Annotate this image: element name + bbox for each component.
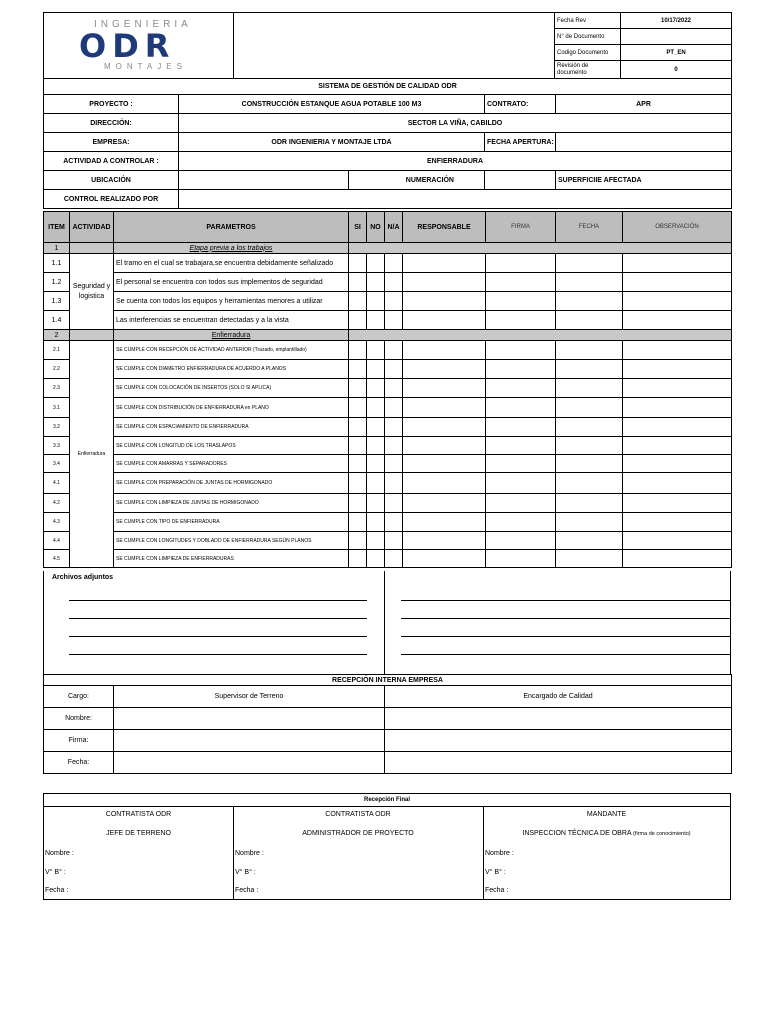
na-cell[interactable] — [385, 455, 403, 473]
no-cell[interactable] — [367, 360, 385, 379]
logo-top-text: INGENIERIA — [94, 18, 192, 30]
row-item: 2.1 — [44, 341, 70, 360]
meta-value — [621, 29, 732, 45]
recepcion-interna-title: RECEPCIÓN INTERNA EMPRESA — [44, 675, 732, 686]
row-item: 3.1 — [44, 398, 70, 418]
meta-value: PT_EN — [621, 45, 732, 61]
responsable-cell[interactable] — [403, 550, 486, 568]
attachment-line-left[interactable] — [69, 654, 367, 655]
fecha-cell[interactable] — [556, 273, 623, 292]
direccion-value: SECTOR LA VIÑA, CABILDO — [179, 114, 732, 133]
no-cell[interactable] — [367, 513, 385, 532]
row-item: 1.1 — [44, 254, 70, 273]
no-cell[interactable] — [367, 532, 385, 550]
fecha-label: Fecha: — [44, 752, 114, 774]
ubicacion-label: UBICACIÓN — [44, 171, 179, 190]
section-title: Enfierradura — [114, 330, 349, 341]
table-row — [44, 273, 732, 292]
table-row — [44, 532, 732, 550]
table-row — [44, 341, 732, 360]
table-row — [44, 455, 732, 473]
col3-sub: INSPECCION TÉCNICA DE OBRA — [522, 830, 632, 837]
responsable-cell[interactable] — [403, 513, 486, 532]
na-cell[interactable] — [385, 360, 403, 379]
row-param: SE CUMPLE CON LONGITUD DE LOS TRASLAPOS — [114, 437, 349, 455]
row-item: 1.3 — [44, 292, 70, 311]
row-item: 1.2 — [44, 273, 70, 292]
si-cell[interactable] — [349, 311, 367, 330]
firma-cell[interactable] — [486, 360, 556, 379]
firma-cell[interactable] — [486, 311, 556, 330]
fecha-cell[interactable] — [556, 455, 623, 473]
firma-cell[interactable] — [486, 398, 556, 418]
col1-vb[interactable]: V° B° : — [45, 869, 66, 876]
table-row — [44, 550, 732, 568]
recepcion-final-title: Recepción Final — [44, 794, 730, 807]
fecha-cell[interactable] — [556, 437, 623, 455]
final-divider — [483, 806, 484, 900]
recepcion-final — [43, 793, 731, 900]
header-blank — [234, 13, 555, 79]
numeracion-value — [485, 171, 556, 190]
section-row — [44, 330, 732, 341]
row-item: 2.3 — [44, 379, 70, 398]
encargado-label: Encargado de Calidad — [385, 686, 732, 708]
firma-cell[interactable] — [486, 418, 556, 437]
si-cell[interactable] — [349, 437, 367, 455]
col-actividad: ACTIVIDAD — [70, 212, 114, 243]
attachment-line-right[interactable] — [401, 600, 730, 601]
section-number: 1 — [44, 243, 70, 254]
na-cell[interactable] — [385, 473, 403, 494]
si-cell[interactable] — [349, 379, 367, 398]
attachment-line-left[interactable] — [69, 618, 367, 619]
firma-cell[interactable] — [486, 341, 556, 360]
na-cell[interactable] — [385, 273, 403, 292]
responsable-cell[interactable] — [403, 379, 486, 398]
observacion-cell[interactable] — [623, 398, 732, 418]
contrato-label: CONTRATO: — [485, 95, 556, 114]
na-cell[interactable] — [385, 398, 403, 418]
fecha-apertura-label: FECHA APERTURA: — [485, 133, 556, 152]
fecha-encargado-cell[interactable] — [385, 752, 732, 774]
section-title: Etapa previa a los trabajos — [114, 243, 349, 254]
firma-cell[interactable] — [486, 473, 556, 494]
row-param: El personal se encuentra con todos sus implementos de seguridad — [114, 273, 349, 292]
row-param: SE CUMPLE CON RECEPCIÓN DE ACTIVIDAD ANTERIOR (Trazado, emplantillado) — [114, 341, 349, 360]
na-cell[interactable] — [385, 494, 403, 513]
no-cell[interactable] — [367, 292, 385, 311]
direccion-label: DIRECCIÓN: — [44, 114, 179, 133]
meta-label: Codigo Documento — [555, 45, 621, 61]
attachments-section — [43, 571, 731, 675]
table-row — [44, 473, 732, 494]
table-row — [44, 398, 732, 418]
row-param: Se cuenta con todos los equipos y herramientas menores a utilizar — [114, 292, 349, 311]
col-responsable: RESPONSABLE — [403, 212, 486, 243]
col-parametros: PARAMETROS — [114, 212, 349, 243]
meta-value: 10/17/2022 — [621, 13, 732, 29]
na-cell[interactable] — [385, 418, 403, 437]
observacion-cell[interactable] — [623, 292, 732, 311]
responsable-cell[interactable] — [403, 437, 486, 455]
si-cell[interactable] — [349, 341, 367, 360]
observacion-cell[interactable] — [623, 494, 732, 513]
row-param: SE CUMPLE CON AMARRAS Y SEPARADORES — [114, 455, 349, 473]
si-cell[interactable] — [349, 455, 367, 473]
col-fecha: FECHA — [556, 212, 623, 243]
observacion-cell[interactable] — [623, 455, 732, 473]
col3-vb[interactable]: V° B° : — [485, 869, 506, 876]
responsable-cell[interactable] — [403, 273, 486, 292]
col3-fecha[interactable]: Fecha : — [485, 887, 509, 894]
observacion-cell[interactable] — [623, 473, 732, 494]
supervisor-label: Supervisor de Terreno — [114, 686, 385, 708]
row-param: SE CUMPLE CON ESPACIAMIENTO DE ENFIERRADURA — [114, 418, 349, 437]
na-cell[interactable] — [385, 513, 403, 532]
table-row — [44, 254, 732, 273]
na-cell[interactable] — [385, 341, 403, 360]
col2-fecha[interactable]: Fecha : — [235, 887, 259, 894]
fecha-cell[interactable] — [556, 418, 623, 437]
table-row — [44, 418, 732, 437]
observacion-cell[interactable] — [623, 273, 732, 292]
si-cell[interactable] — [349, 418, 367, 437]
fecha-cell[interactable] — [556, 292, 623, 311]
table-row — [44, 494, 732, 513]
attachment-line-right[interactable] — [401, 636, 730, 637]
fecha-supervisor-cell[interactable] — [114, 752, 385, 774]
control-value — [179, 190, 732, 209]
row-param: SE CUMPLE CON DIAMETRO ENFIERRADURA DE ACUERDO A PLANOS — [114, 360, 349, 379]
firma-cell[interactable] — [486, 550, 556, 568]
si-cell[interactable] — [349, 494, 367, 513]
document-header — [43, 12, 732, 79]
col3-nombre[interactable]: Nombre : — [485, 850, 514, 857]
row-item: 2.2 — [44, 360, 70, 379]
fecha-cell[interactable] — [556, 513, 623, 532]
col-firma: FIRMA — [486, 212, 556, 243]
no-cell[interactable] — [367, 341, 385, 360]
observacion-cell[interactable] — [623, 341, 732, 360]
meta-label: Fecha Rev — [555, 13, 621, 29]
row-param: El tramo en el cual se trabajara,se encuentra debidamente señalizado — [114, 254, 349, 273]
row-item: 1.4 — [44, 311, 70, 330]
fecha-cell[interactable] — [556, 494, 623, 513]
no-cell[interactable] — [367, 311, 385, 330]
observacion-cell[interactable] — [623, 437, 732, 455]
system-title: SISTEMA DE GESTIÓN DE CALIDAD ODR — [44, 79, 732, 95]
col2-title: CONTRATISTA ODR — [325, 811, 391, 818]
observacion-cell[interactable] — [623, 532, 732, 550]
firma-cell[interactable] — [486, 437, 556, 455]
fecha-cell[interactable] — [556, 360, 623, 379]
si-cell[interactable] — [349, 398, 367, 418]
responsable-cell[interactable] — [403, 254, 486, 273]
activity-cell: Seguridad y logistica — [70, 254, 114, 330]
row-item: 3.4 — [44, 455, 70, 473]
attachment-line-right[interactable] — [401, 618, 730, 619]
observacion-cell[interactable] — [623, 513, 732, 532]
responsable-cell[interactable] — [403, 418, 486, 437]
col2-vb[interactable]: V° B° : — [235, 869, 256, 876]
nombre-supervisor-cell[interactable] — [114, 708, 385, 730]
no-cell[interactable] — [367, 254, 385, 273]
no-cell[interactable] — [367, 437, 385, 455]
col2-sub: ADMINISTRADOR DE PROYECTO — [302, 830, 414, 837]
firma-supervisor-cell[interactable] — [114, 730, 385, 752]
observacion-cell[interactable] — [623, 379, 732, 398]
row-item: 3.2 — [44, 418, 70, 437]
row-item: 4.5 — [44, 550, 70, 568]
no-cell[interactable] — [367, 455, 385, 473]
observacion-cell[interactable] — [623, 550, 732, 568]
row-item: 4.4 — [44, 532, 70, 550]
empresa-label: EMPRESA: — [44, 133, 179, 152]
ubicacion-value — [179, 171, 349, 190]
si-cell[interactable] — [349, 532, 367, 550]
col3-note: (firma de conocimiento) — [633, 831, 691, 837]
firma-cell[interactable] — [486, 532, 556, 550]
fecha-cell[interactable] — [556, 550, 623, 568]
checklist-header — [44, 212, 732, 243]
row-param: SE CUMPLE CON COLOCACIÓN DE INSERTOS (SOLO SI APLICA) — [114, 379, 349, 398]
na-cell[interactable] — [385, 292, 403, 311]
no-cell[interactable] — [367, 494, 385, 513]
responsable-cell[interactable] — [403, 494, 486, 513]
si-cell[interactable] — [349, 254, 367, 273]
na-cell[interactable] — [385, 437, 403, 455]
col1-nombre[interactable]: Nombre : — [45, 850, 74, 857]
col1-fecha[interactable]: Fecha : — [45, 887, 69, 894]
no-cell[interactable] — [367, 550, 385, 568]
observacion-cell[interactable] — [623, 418, 732, 437]
responsable-cell[interactable] — [403, 473, 486, 494]
fecha-cell[interactable] — [556, 473, 623, 494]
numeracion-label: NUMERACIÓN — [349, 171, 485, 190]
empresa-value: ODR INGENIERIA Y MONTAJE LTDA — [179, 133, 485, 152]
cargo-label: Cargo: — [44, 686, 114, 708]
fecha-cell[interactable] — [556, 532, 623, 550]
meta-label: N° de Documento — [555, 29, 621, 45]
attachment-line-right[interactable] — [401, 654, 730, 655]
col-observacion: OBSERVACIÓN — [623, 212, 732, 243]
col3-title: MANDANTE — [586, 811, 627, 818]
responsable-cell[interactable] — [403, 292, 486, 311]
project-info — [43, 78, 732, 209]
firma-encargado-cell[interactable] — [385, 730, 732, 752]
observacion-cell[interactable] — [623, 311, 732, 330]
meta-label: Revisión de documento — [555, 61, 621, 79]
table-row — [44, 292, 732, 311]
responsable-cell[interactable] — [403, 360, 486, 379]
recepcion-interna — [43, 674, 732, 774]
responsable-cell[interactable] — [403, 311, 486, 330]
responsable-cell[interactable] — [403, 532, 486, 550]
si-cell[interactable] — [349, 292, 367, 311]
fecha-cell[interactable] — [556, 379, 623, 398]
contrato-value: APR — [556, 95, 732, 114]
attachments-divider — [384, 571, 385, 674]
na-cell[interactable] — [385, 311, 403, 330]
firma-cell[interactable] — [486, 513, 556, 532]
fecha-cell[interactable] — [556, 311, 623, 330]
row-param: Las interferencias se encuentran detectadas y a la vista — [114, 311, 349, 330]
si-cell[interactable] — [349, 273, 367, 292]
col-na: N/A — [385, 212, 403, 243]
attachments-label: Archivos adjuntos — [52, 574, 114, 581]
nombre-label: Nombre: — [44, 708, 114, 730]
fecha-cell[interactable] — [556, 398, 623, 418]
observacion-cell[interactable] — [623, 254, 732, 273]
col-item: ITEM — [44, 212, 70, 243]
row-item: 4.3 — [44, 513, 70, 532]
responsable-cell[interactable] — [403, 341, 486, 360]
no-cell[interactable] — [367, 398, 385, 418]
logo-main-text: ODR — [79, 26, 176, 65]
row-param: SE CUMPLE CON LIMPIEZA DE JUNTAS DE HORMIGONADO — [114, 494, 349, 513]
firma-cell[interactable] — [486, 455, 556, 473]
row-param: SE CUMPLE CON PREPARACIÓN DE JUNTAS DE HORMIGONADO — [114, 473, 349, 494]
col1-sub: JEFE DE TERRENO — [106, 830, 171, 837]
table-row — [44, 311, 732, 330]
proyecto-value: CONSTRUCCIÓN ESTANQUE AGUA POTABLE 100 M3 — [179, 95, 485, 114]
checklist-table — [43, 211, 732, 568]
meta-value: 0 — [621, 61, 732, 79]
table-row — [44, 437, 732, 455]
fecha-cell[interactable] — [556, 254, 623, 273]
col-no: NO — [367, 212, 385, 243]
table-row — [44, 360, 732, 379]
fecha-cell[interactable] — [556, 341, 623, 360]
na-cell[interactable] — [385, 550, 403, 568]
row-item: 4.1 — [44, 473, 70, 494]
responsable-cell[interactable] — [403, 455, 486, 473]
table-row — [44, 513, 732, 532]
actividad-value: ENFIERRADURA — [179, 152, 732, 171]
row-param: SE CUMPLE CON TIPO DE ENFIERRADURA — [114, 513, 349, 532]
na-cell[interactable] — [385, 532, 403, 550]
section-row — [44, 243, 732, 254]
na-cell[interactable] — [385, 379, 403, 398]
si-cell[interactable] — [349, 513, 367, 532]
firma-cell[interactable] — [486, 379, 556, 398]
attachment-line-left[interactable] — [69, 636, 367, 637]
proyecto-label: PROYECTO : — [44, 95, 179, 114]
superficie-label: SUPERFICIIE AFECTADA — [556, 171, 732, 190]
table-row — [44, 379, 732, 398]
row-item: 3.3 — [44, 437, 70, 455]
firma-cell[interactable] — [486, 273, 556, 292]
odr-logo — [44, 15, 224, 77]
na-cell[interactable] — [385, 254, 403, 273]
si-cell[interactable] — [349, 360, 367, 379]
observacion-cell[interactable] — [623, 360, 732, 379]
col3-sub-wrap — [483, 830, 730, 837]
no-cell[interactable] — [367, 273, 385, 292]
no-cell[interactable] — [367, 418, 385, 437]
section-number: 2 — [44, 330, 70, 341]
activity-cell: Enfierradura — [70, 341, 114, 568]
control-label: CONTROL REALIZADO POR — [44, 190, 179, 209]
row-param: SE CUMPLE CON LONGITUDES Y DOBLADO DE ENFIERRADURA SEGÚN PLANOS — [114, 532, 349, 550]
actividad-label: ACTIVIDAD A CONTROLAR : — [44, 152, 179, 171]
row-param: SE CUMPLE CON LIMPIEZA DE ENFIERRADURAS — [114, 550, 349, 568]
logo-cell — [44, 13, 234, 79]
logo-bottom-text: MONTAJES — [104, 61, 187, 71]
si-cell[interactable] — [349, 550, 367, 568]
firma-cell[interactable] — [486, 292, 556, 311]
no-cell[interactable] — [367, 473, 385, 494]
responsable-cell[interactable] — [403, 398, 486, 418]
final-divider — [233, 806, 234, 900]
row-item: 4.2 — [44, 494, 70, 513]
si-cell[interactable] — [349, 473, 367, 494]
row-param: SE CUMPLE CON DISTRIBUCIÓN DE ENFIERRADURA en PLANO — [114, 398, 349, 418]
firma-label: Firma: — [44, 730, 114, 752]
nombre-encargado-cell[interactable] — [385, 708, 732, 730]
attachment-line-left[interactable] — [69, 600, 367, 601]
col1-title: CONTRATISTA ODR — [105, 811, 172, 818]
firma-cell[interactable] — [486, 254, 556, 273]
firma-cell[interactable] — [486, 494, 556, 513]
col-si: SI — [349, 212, 367, 243]
no-cell[interactable] — [367, 379, 385, 398]
fecha-apertura-value — [556, 133, 732, 152]
col2-nombre[interactable]: Nombre : — [235, 850, 264, 857]
